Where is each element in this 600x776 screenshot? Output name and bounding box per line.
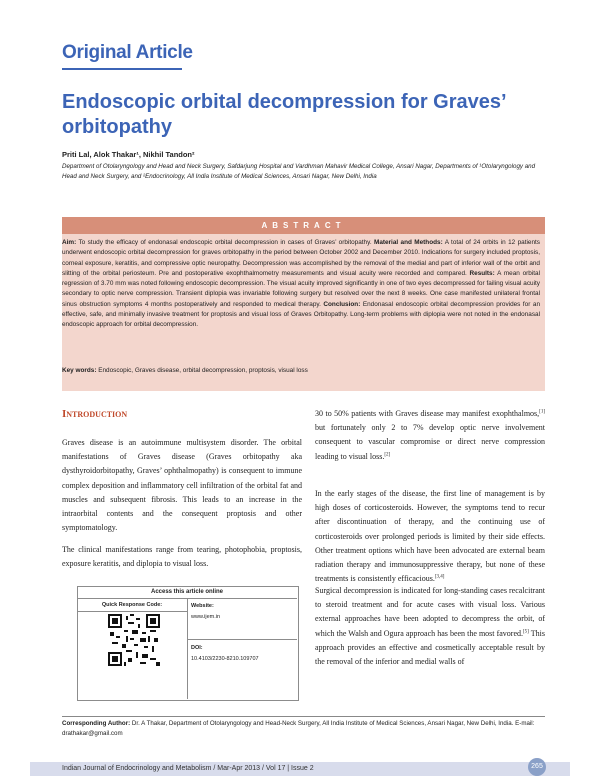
abstract-text <box>62 238 540 331</box>
journal-footer: Indian Journal of Endocrinology and Metabolism / Mar-Apr 2013 / Vol 17 | Issue 2 <box>62 765 314 772</box>
corresponding-label: Corresponding Author: <box>62 720 131 727</box>
right-paragraph-1 <box>315 407 545 464</box>
doi-value[interactable]: 10.4103/2230-8210.109707 <box>191 656 259 662</box>
right-paragraph-3 <box>315 584 545 669</box>
website-link[interactable]: www.ijem.in <box>191 614 221 620</box>
keywords <box>62 367 540 374</box>
abstract-methods-label: Material and Methods: <box>374 239 443 246</box>
right-p2-a: In the early stages of the disease, the first line of management is by high doses of corticosteroids. However, the symptoms tend to recur after discontinuation of therapy, and the continuing use of corticosteroids over prolonged periods is limited by their side effects. Other treatment options which have been advocated are external beam radiation therapy and immunosuppressive therapy, but none of these treatments is consistently efficacious. <box>315 489 545 584</box>
corresponding-details: Dr. A Thakar, Department of Otolaryngology and Head-Neck Surgery, All India Institute of Medical Sciences, Ansari Nagar, New Delhi, India. E-mail: drathakar@gmail.com <box>62 720 535 737</box>
page-number: 265 <box>528 758 546 776</box>
right-p3-a: Surgical decompression is indicated for long-standing cases recalcitrant to steroid treatment and for acute cases with visual loss. Various external approaches have been adopted to decompress the orbit, of which the Walsh and Ogura approach has been the most favored. <box>315 586 545 638</box>
abstract-methods: A total of 24 orbits in 12 patients underwent endoscopic orbital decompression for graves orbitopathy in the period between October 2002 and December 2010. Indications for surgery included proptosis, corneal exposure, keratitis, and compressive optic neuropathy. Decompression was accomplished by the removal of the medial and part of inferior wall of the orbit and slitting of the orbital periosteum. Pre and postoperative exophthalmometry measurements and visual acuity were recorded and compared. <box>62 239 540 277</box>
abstract-aim-label: Aim: <box>62 239 77 246</box>
section-tag: Original Article <box>62 42 193 63</box>
introduction-heading: Introduction <box>62 408 128 420</box>
right-p1-b: but fortunately only 2 to 7% develop optic nerve involvement consequent to vascular compromise or direct nerve compression leading to visual loss. <box>315 423 545 461</box>
abstract-conclusion: Endonasal endoscopic orbital decompression provides for an effective, safe, and minimally invasive treatment for proptosis and visual loss of Graves Orbitopathy. Long-term problems with diplopia were not noted in the endonasal endoscopic approach for orbital decompression. <box>62 300 540 329</box>
right-p1-a: 30 to 50% patients with Graves disease may manifest exophthalmos, <box>315 409 540 418</box>
ref-link[interactable]: [1] <box>539 409 545 415</box>
ref-link[interactable]: [5] <box>523 628 529 634</box>
corresponding-rule <box>62 716 545 717</box>
access-box-divider <box>187 639 297 640</box>
abstract-results-label: Results: <box>469 269 495 277</box>
article-title: Endoscopic orbital decompression for Graves’ orbitopathy <box>62 91 506 138</box>
website-label: Website: <box>191 603 214 609</box>
qr-label: Quick Response Code: <box>77 599 187 612</box>
right-paragraph-2 <box>315 487 545 586</box>
ref-link[interactable]: [2] <box>384 451 391 457</box>
abstract-aim: To study the efficacy of endonasal endoscopic orbital decompression in cases of Graves’ orbitopathy. <box>76 239 374 246</box>
access-box-divider <box>187 599 188 699</box>
section-rule <box>62 68 182 70</box>
keywords-list: Endoscopic, Graves disease, orbital decompression, proptosis, visual loss <box>96 367 308 374</box>
intro-paragraph-1: Graves disease is an autoimmune multisystem disorder. The orbital manifestations of Graves disease (Graves orbitopathy aka dysthyroidorbitopathy, Graves’ ophthalmopathy) is consequent to immune complex deposition and inflammatory cell infiltration of the orbital fat and muscles and subsequent fibrosis. This leads to an increase in the intraorbital contents and the consequent proptosis and other symptomatology. <box>62 438 302 533</box>
ref-link[interactable]: [3,4] <box>434 574 445 580</box>
abstract-heading: ABSTRACT <box>62 217 545 234</box>
access-box-heading: Access this article online <box>77 586 297 599</box>
right-p3-b: This approach provides an effective and cosmetically acceptable result by the removal of the inferior and medial walls of <box>315 628 546 667</box>
abstract-conclusion-label: Conclusion: <box>323 300 361 308</box>
intro-paragraph-2: The clinical manifestations range from tearing, photophobia, proptosis, exposure keratitis, and diplopia to visual loss. <box>62 545 302 569</box>
keywords-label: Key words: <box>62 367 97 374</box>
doi-label: DOI: <box>191 645 203 651</box>
authors: Priti Lal, Alok Thakar¹, Nikhil Tandon² <box>62 150 195 159</box>
corresponding-author <box>62 719 545 739</box>
abstract-results: A mean orbital regression of 3.70 mm was noted following endoscopic decompression. The visual acuity improved significantly in one of two eyes decompressed for failing visual acuity secondary to optic nerve compression. Transient diplopia was invariable following surgery but resolved over the next 8 weeks. One case manifested unilateral frontal sinus obstruction symptoms 4 months postoperatively and responded to medical therapy. <box>62 269 540 308</box>
qr-code-icon <box>108 614 160 666</box>
affiliations: Department of Otolaryngology and Head and Neck Surgery, Safdarjung Hospital and Vardhman Mahavir Medical College, Ansari Nagar, Departments of ¹Otolaryngology and Head and Neck Surgery, and ²Endocrinology, All India Institute of Medical Sciences, Ansari Nagar, New Delhi, India <box>62 163 536 180</box>
